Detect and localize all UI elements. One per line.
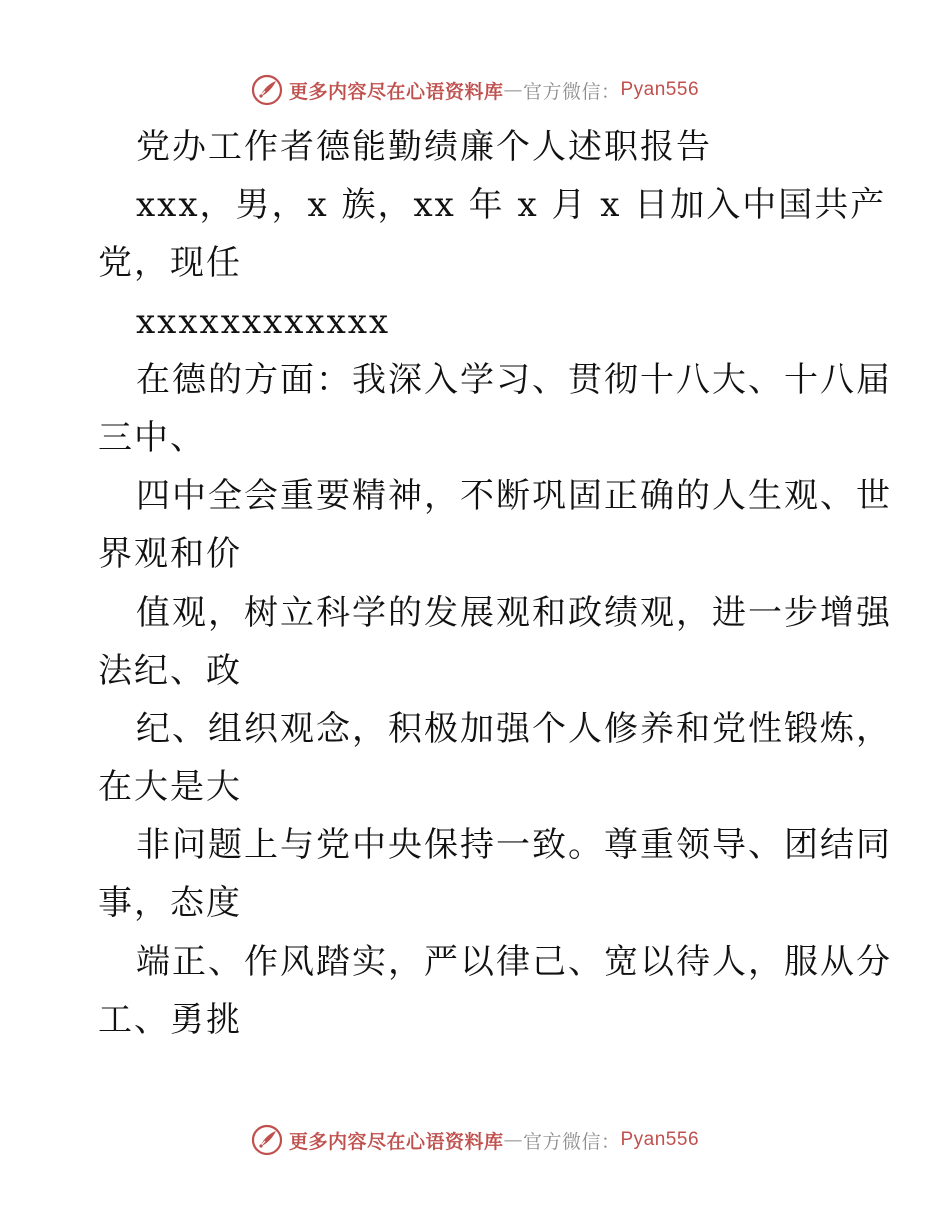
quill-pen-logo-icon	[251, 1124, 283, 1156]
text-line: xxx，男，x 族，xx 年 x 月 x 日加入中国共产	[136, 185, 887, 226]
text-line: 工、勇挑	[98, 999, 242, 1040]
banner-dash: —	[503, 79, 523, 101]
text-line: 法纪、政	[98, 650, 242, 691]
text-line: 值观，树立科学的发展观和政绩观，进一步增强	[136, 592, 892, 633]
text-line: 非问题上与党中央保持一致。尊重领导、团结同	[136, 825, 892, 866]
document-title: 党办工作者德能勤绩廉个人述职报告	[136, 127, 712, 167]
banner-wechat-id: Pyan556	[620, 79, 700, 100]
banner-promo-text: 更多内容尽在心语资料库	[288, 1130, 504, 1153]
banner-promo-text: 更多内容尽在心语资料库	[288, 80, 504, 103]
text-line: 在大是大	[98, 767, 242, 808]
text-line: 端正、作风踏实，严以律己、宽以待人，服从分	[136, 941, 892, 982]
text-line: 界观和价	[98, 534, 242, 575]
text-line: 事，态度	[98, 883, 242, 924]
banner-wechat-label: 官方微信：	[522, 80, 621, 103]
footer-banner	[0, 1120, 950, 1160]
text-line: 三中、	[98, 417, 206, 458]
document-body	[98, 118, 892, 1049]
banner-dash: —	[503, 1129, 523, 1151]
text-line: 党，现任	[98, 243, 242, 284]
header-banner	[0, 70, 950, 110]
banner-wechat-id: Pyan556	[620, 1129, 700, 1150]
text-line: 在德的方面：我深入学习、贯彻十八大、十八届	[136, 359, 892, 400]
text-line: 四中全会重要精神，不断巩固正确的人生观、世	[136, 476, 892, 517]
banner-wechat-label: 官方微信：	[522, 1130, 621, 1153]
text-line: 纪、组织观念，积极加强个人修养和党性锻炼，	[136, 708, 892, 749]
text-line: xxxxxxxxxxxx	[136, 301, 391, 342]
quill-pen-logo-icon	[251, 74, 283, 106]
